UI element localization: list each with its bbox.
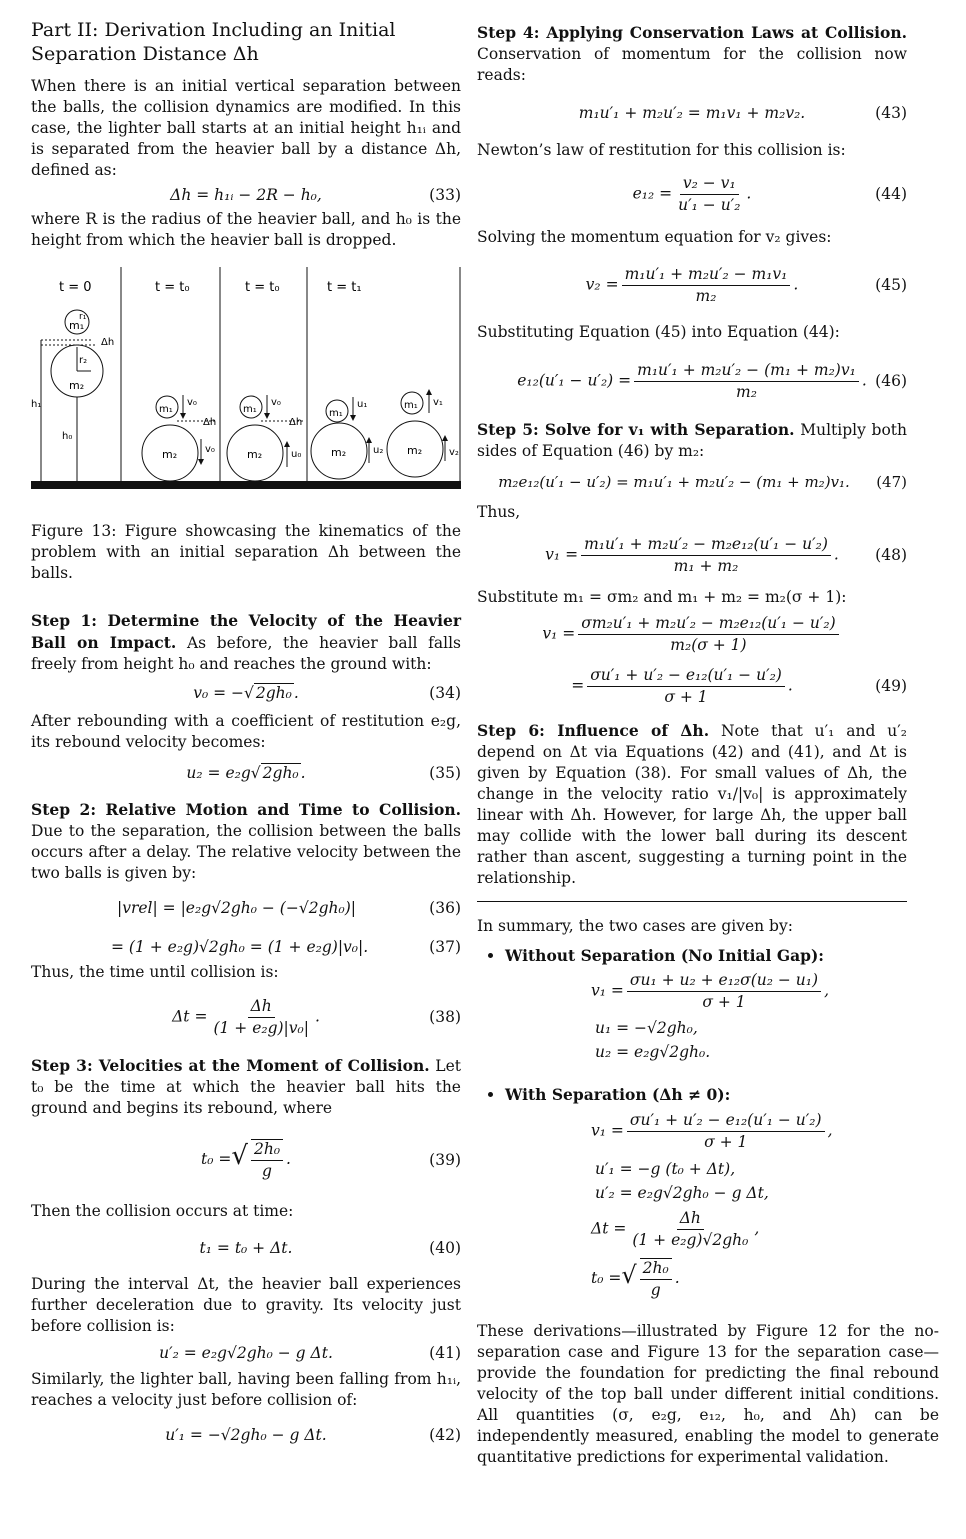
equation-38 <box>31 983 461 1051</box>
closing-paragraph: These derivations—illustrated by Figure 12 for the no-separation case and Figure 13 for the separation case—provide the foundation for predicting the final rebound velocity of the top ball under different initial conditions. All quantities (σ, e₂g, e₁₂, h₀, and Δh) can be independently measured, enabling the model to generate quantitative predictions for experimental validation. <box>477 1322 939 1466</box>
eq35-radicand: 2gh₀ <box>262 763 299 782</box>
figure-13 <box>31 267 461 493</box>
label-v2: v₂ <box>449 447 459 458</box>
step6-heading: Step 6: Influence of Δh. <box>477 721 710 740</box>
eq45-numerator: m₁u′₁ + m₂u′₂ − m₁v₁ <box>622 265 791 286</box>
label-m2-b: m₂ <box>162 448 178 461</box>
eq49b-numerator: σu′₁ + u′₂ − e₁₂(u′₁ − u′₂) <box>587 666 785 687</box>
case1-v1-eq <box>477 966 907 1016</box>
eq45-body: v₂ = $\frac{\text{m₁u′₁ + m₂u′₂ − m₁v₁}}{\text{m₂}}$ . <box>585 264 799 305</box>
eq46-lhs: e₁₂(u′₁ − u′₂) = <box>517 371 632 389</box>
step3-paragraph <box>31 1055 461 1119</box>
kinematics-figure-svg <box>31 267 461 493</box>
figure-caption: Figure 13: Figure showcasing the kinematics of the problem with an initial separation Δh between the balls. <box>31 522 461 582</box>
step1-heading: Step 1: Determine the Velocity of the Heavier Ball on Impact. <box>31 611 461 652</box>
case1-v1-denominator: σ + 1 <box>702 992 746 1011</box>
eq40-body: t₁ = t₀ + Δt. <box>199 1238 293 1257</box>
label-m1-d: m₁ <box>329 408 343 419</box>
thus-text: Thus, <box>477 503 521 521</box>
case2-u1: u′₁ = −g (t₀ + Δt), <box>595 1160 736 1178</box>
equation-41 <box>31 1337 461 1369</box>
equation-35 <box>31 753 461 793</box>
eq41-number: (41) <box>429 1343 461 1362</box>
case2-t0-body: t₀ =√ $\frac{\text{2h₀}}{g}$ . <box>591 1259 680 1299</box>
eq49a-denominator: m₂(σ + 1) <box>670 635 747 654</box>
eq40-number: (40) <box>429 1238 461 1257</box>
label-dh-a: Δh <box>101 337 115 348</box>
eq39-lhs: t₀ = <box>201 1150 232 1168</box>
eq46-number: (46) <box>875 371 907 390</box>
step2-text: Due to the separation, the collision between the balls occurs after a delay. The relative velocity between the two balls is given by: <box>31 822 461 882</box>
equation-43 <box>477 86 907 140</box>
eq46-body: e₁₂(u′₁ − u′₂) = $\frac{\text{m₁u′₁ + m₂u′₂ − (m₁ + m₂)v₁}}{\text{m₂}}$ . <box>517 360 867 401</box>
step6-text: Note that u′₁ and u′₂ depend on Δt via Equations (42) and (41), and Δt is given by Equation (38). For small values of Δh, the change in the velocity ratio v₁/|v₀| is approximately linear with Δh. However, for large Δh, the upper ball may collide with the lower ball during its descent rather than ascent, suggesting a turning point in the relationship. <box>477 722 907 887</box>
step3-heading: Step 3: Velocities at the Moment of Collision. <box>31 1056 430 1075</box>
eq44-lhs: e₁₂ = <box>632 184 673 202</box>
substitute-text: Substitute m₁ = σm₂ and m₁ + m₂ = m₂(σ + 1): <box>477 588 847 606</box>
eq38-number: (38) <box>429 1007 461 1026</box>
equation-33 <box>31 181 461 209</box>
label-m1-e: m₁ <box>404 400 418 411</box>
case2-dt-numerator: Δh <box>677 1209 704 1230</box>
eq37-number: (37) <box>429 937 461 956</box>
eq34-lhs: v₀ = − <box>193 683 244 702</box>
label-u2: u₂ <box>373 445 384 456</box>
eq47-number: (47) <box>876 472 907 491</box>
label-t0-impact: t = t₀ <box>155 280 190 295</box>
ground-bar <box>31 481 461 489</box>
arrow-u0-head <box>284 441 290 447</box>
step6-paragraph <box>477 720 907 889</box>
label-r2: r₂ <box>79 355 88 366</box>
summary-intro: In summary, the two cases are given by: <box>477 917 793 935</box>
after-eq44: Solving the momentum equation for v₂ gives: <box>477 228 832 246</box>
label-m1-c: m₁ <box>243 404 257 415</box>
eq35-body: u₂ = e₂g√ 2gh₀ . <box>186 763 306 782</box>
step2-paragraph <box>31 799 461 884</box>
case2-dt-body: Δt = $\frac{\Delta h}{\text{(1 + e₂g)√2gh₀}}$ , <box>591 1208 760 1249</box>
label-v0-c: v₀ <box>271 397 281 408</box>
label-m2-a: m₂ <box>69 379 85 392</box>
eq38-numerator: Δh <box>248 997 275 1018</box>
after-eq41: Similarly, the lighter ball, having been falling from h₁ᵢ, reaches a velocity just before collision of: <box>31 1370 461 1409</box>
case1-v1-body: v₁ = $\frac{\text{σu₁ + u₂ + e₁₂σ(u₂ − u₁)}}{\sigma + 1}$ , <box>591 970 829 1011</box>
case2-t0-numerator: 2h₀ <box>640 1259 672 1280</box>
eq34-body: v₀ = −√ 2gh₀ . <box>193 683 299 702</box>
case2-item <box>505 1084 907 1105</box>
label-t1: t = t₁ <box>327 280 362 295</box>
eq44-numerator: v₂ − v₁ <box>680 174 739 195</box>
eq48-numerator: m₁u′₁ + m₂u′₂ − m₂e₁₂(u′₁ − u′₂) <box>581 535 831 556</box>
label-v0-b: v₀ <box>205 444 215 455</box>
arrow-u2-head <box>366 437 372 443</box>
summary-list-2 <box>477 1084 907 1105</box>
case2-dt-eq <box>477 1205 907 1253</box>
case1-title: Without Separation (No Initial Gap): <box>505 946 825 965</box>
label-m2-c: m₂ <box>247 448 263 461</box>
after-eq40: During the interval Δt, the heavier ball experiences further deceleration due to gravity. Its velocity just before collision is: <box>31 1275 461 1335</box>
case2-v1-numerator: σu′₁ + u′₂ − e₁₂(u′₁ − u′₂) <box>627 1111 825 1132</box>
right-column <box>477 22 939 1468</box>
label-u1: u₁ <box>357 399 368 410</box>
case2-t0-lhs: t₀ = <box>591 1269 622 1287</box>
eq45-number: (45) <box>875 275 907 294</box>
arrow-v0-a-head <box>180 413 186 419</box>
eq44-body: e₁₂ = $\frac{\text{v₂ − v₁}}{\text{u′₁ − u′₂}}$ . <box>632 173 752 214</box>
step1-paragraph <box>31 610 461 675</box>
equation-42 <box>31 1411 461 1459</box>
eq45-lhs: v₂ = <box>585 275 619 293</box>
eq41-body: u′₂ = e₂g√2gh₀ − g Δt. <box>159 1343 333 1362</box>
equation-48 <box>477 523 907 587</box>
eq49b-denominator: σ + 1 <box>664 687 708 706</box>
step5-heading: Step 5: Solve for v₁ with Separation. <box>477 420 795 439</box>
after-eq39: Then the collision occurs at time: <box>31 1202 294 1220</box>
eq38-body: Δt = $\frac{\Delta h}{\text{(1 + e₂g)|v₀|}}$ . <box>172 996 320 1037</box>
label-t0: t = 0 <box>59 280 92 295</box>
equation-45 <box>477 248 907 322</box>
case2-v1-body: v₁ = $\frac{\text{σu′₁ + u′₂ − e₁₂(u′₁ − u′₂)}}{\sigma + 1}$ , <box>591 1110 833 1151</box>
after-eq45: Substituting Equation (45) into Equation (44): <box>477 323 840 341</box>
eq44-number: (44) <box>875 184 907 203</box>
eq42-body: u′₁ = −√2gh₀ − g Δt. <box>165 1425 327 1444</box>
label-m1-b: m₁ <box>159 404 173 415</box>
eq36-body: |vrel| = |e₂g√2gh₀ − (−√2gh₀)| <box>117 898 356 917</box>
eq43-number: (43) <box>875 103 907 122</box>
eq49a-body <box>542 614 841 655</box>
arrow-v1-head <box>426 389 432 395</box>
equation-40 <box>31 1222 461 1274</box>
step2-heading: Step 2: Relative Motion and Time to Collision. <box>31 800 461 819</box>
eq37-body: = (1 + e₂g)√2gh₀ = (1 + e₂g)|v₀|. <box>111 937 369 956</box>
label-m1-a: m₁ <box>69 319 85 332</box>
step4-text: Conservation of momentum for the collision now reads: <box>477 45 907 84</box>
after-eq43: Newton’s law of restitution for this collision is: <box>477 141 846 159</box>
eq35-lhs: u₂ = e₂g <box>186 763 251 782</box>
summary-list <box>477 945 907 966</box>
step5-text: Multiply both sides of Equation (46) by m₂: <box>477 421 907 460</box>
eq46-numerator: m₁u′₁ + m₂u′₂ − (m₁ + m₂)v₁ <box>634 361 859 382</box>
case2-v1-denominator: σ + 1 <box>704 1132 748 1151</box>
eq44-denominator: u′₁ − u′₂ <box>678 195 741 214</box>
eq48-body: v₁ = $\frac{\text{m₁u′₁ + m₂u′₂ − m₂e₁₂(u′₁ − u′₂)}}{\text{m₁ + m₂}}$ . <box>545 534 839 575</box>
label-m2-d: m₂ <box>331 446 347 459</box>
arrow-v2-head <box>442 435 448 441</box>
case2-dt-lhs: Δt = <box>591 1219 627 1237</box>
case1-v1-lhs: v₁ = <box>591 981 624 999</box>
label-v0-a: v₀ <box>187 397 197 408</box>
case2-v1-eq <box>477 1105 907 1157</box>
eq38-lhs: Δt = <box>172 1007 208 1025</box>
eq48-lhs: v₁ = <box>545 545 579 563</box>
eq49a-lhs: v₁ = <box>542 624 576 642</box>
eq39-denominator: g <box>262 1162 272 1180</box>
case1-v1-numerator: σu₁ + u₂ + e₁₂σ(u₂ − u₁) <box>627 971 821 992</box>
eq43-body: m₁u′₁ + m₂u′₂ = m₁v₁ + m₂v₂. <box>578 103 806 122</box>
label-h1: h₁ <box>31 399 42 410</box>
eq36-number: (36) <box>429 898 461 917</box>
label-dh-b: Δh <box>203 417 217 428</box>
eq47-body: m₂e₁₂(u′₁ − u′₂) = m₁u′₁ + m₂u′₂ − (m₁ + m₂)v₁. <box>498 472 850 491</box>
equation-34 <box>31 675 461 711</box>
case2-t0-eq <box>477 1253 907 1305</box>
after-eq33: where R is the radius of the heavier ball, and h₀ is the height from which the heavier ball is dropped. <box>31 210 461 249</box>
step4-heading: Step 4: Applying Conservation Laws at Collision. <box>477 23 907 42</box>
eq48-number: (48) <box>875 545 907 564</box>
eq39-body: t₀ =√ $\frac{\text{2h₀}}{g}$ . <box>201 1140 291 1180</box>
label-h0: h₀ <box>62 431 73 442</box>
label-t0-rebound: t = t₀ <box>245 280 280 295</box>
eq46-denominator: m₂ <box>736 382 757 401</box>
case2-dt-denominator: (1 + e₂g)√2gh₀ <box>632 1230 749 1249</box>
eq34-radicand: 2gh₀ <box>255 683 292 702</box>
equation-44 <box>477 161 907 227</box>
eq49a-numerator: σm₂u′₁ + m₂u′₂ − m₂e₁₂(u′₁ − u′₂) <box>578 614 838 635</box>
eq39-number: (39) <box>429 1150 461 1169</box>
case2-title: With Separation (Δh ≠ 0): <box>505 1085 731 1104</box>
step5-paragraph <box>477 419 907 462</box>
eq33-number: (33) <box>429 185 461 204</box>
eq33-body: Δh = h₁ᵢ − 2R − h₀, <box>170 185 322 204</box>
case2-t0-denominator: g <box>650 1281 661 1299</box>
equation-37 <box>31 932 461 962</box>
equation-49b <box>477 660 907 712</box>
intro-paragraph: When there is an initial vertical separation between the balls, the collision dynamics are modified. In this case, the lighter ball starts at an initial height h₁ᵢ and is separated from the heavier ball by a distance Δh, defined as: <box>31 77 461 179</box>
equation-49a <box>477 608 907 660</box>
eq38-denominator: (1 + e₂g)|v₀| <box>213 1018 309 1037</box>
case2-u2: u′₂ = e₂g√2gh₀ − g Δt, <box>595 1184 769 1202</box>
eq42-number: (42) <box>429 1425 461 1444</box>
part-title: Part II: Derivation Including an Initial Separation Distance Δh <box>31 19 396 65</box>
step3-text: Let t₀ be the time at which the heavier ball hits the ground and begins its rebound, where <box>31 1057 461 1117</box>
eq34-number: (34) <box>429 683 461 702</box>
eq45-denominator: m₂ <box>695 286 717 305</box>
after-eq34: After rebounding with a coefficient of restitution e₂g, its rebound velocity becomes: <box>31 712 461 751</box>
case1-u2: u₂ = e₂g√2gh₀. <box>595 1043 711 1061</box>
section-divider <box>477 901 907 902</box>
equation-47 <box>477 462 907 502</box>
eq49b-body: = $\frac{\text{σu′₁ + u′₂ − e₁₂(u′₁ − u′₂)}}{\sigma + 1}$ . <box>571 665 793 706</box>
eq49b-lhs: = <box>571 676 585 694</box>
equation-39 <box>31 1119 461 1201</box>
after-eq37: Thus, the time until collision is: <box>31 963 279 981</box>
label-r1: r₁ <box>79 312 87 322</box>
left-column <box>31 18 461 1459</box>
label-v1: v₁ <box>433 397 443 408</box>
arrow-u1-head <box>350 415 356 421</box>
arrow-v0-b-head <box>198 459 204 465</box>
step1-text: As before, the heavier ball falls freely from height h₀ and reaches the ground with: <box>31 634 461 673</box>
equation-36 <box>31 884 461 932</box>
label-dh-c: Δh <box>289 417 303 428</box>
step4-paragraph <box>477 22 907 86</box>
eq49-number: (49) <box>875 676 907 695</box>
eq35-number: (35) <box>429 763 461 782</box>
label-m2-e: m₂ <box>407 444 423 457</box>
equation-46 <box>477 343 907 419</box>
case1-item <box>505 945 907 966</box>
case1-u1: u₁ = −√2gh₀, <box>595 1019 698 1037</box>
case2-v1-lhs: v₁ = <box>591 1121 624 1139</box>
eq48-denominator: m₁ + m₂ <box>673 556 739 575</box>
arrow-v0-c-head <box>264 413 270 419</box>
label-u0: u₀ <box>291 449 302 460</box>
eq39-numerator: 2h₀ <box>251 1140 283 1161</box>
